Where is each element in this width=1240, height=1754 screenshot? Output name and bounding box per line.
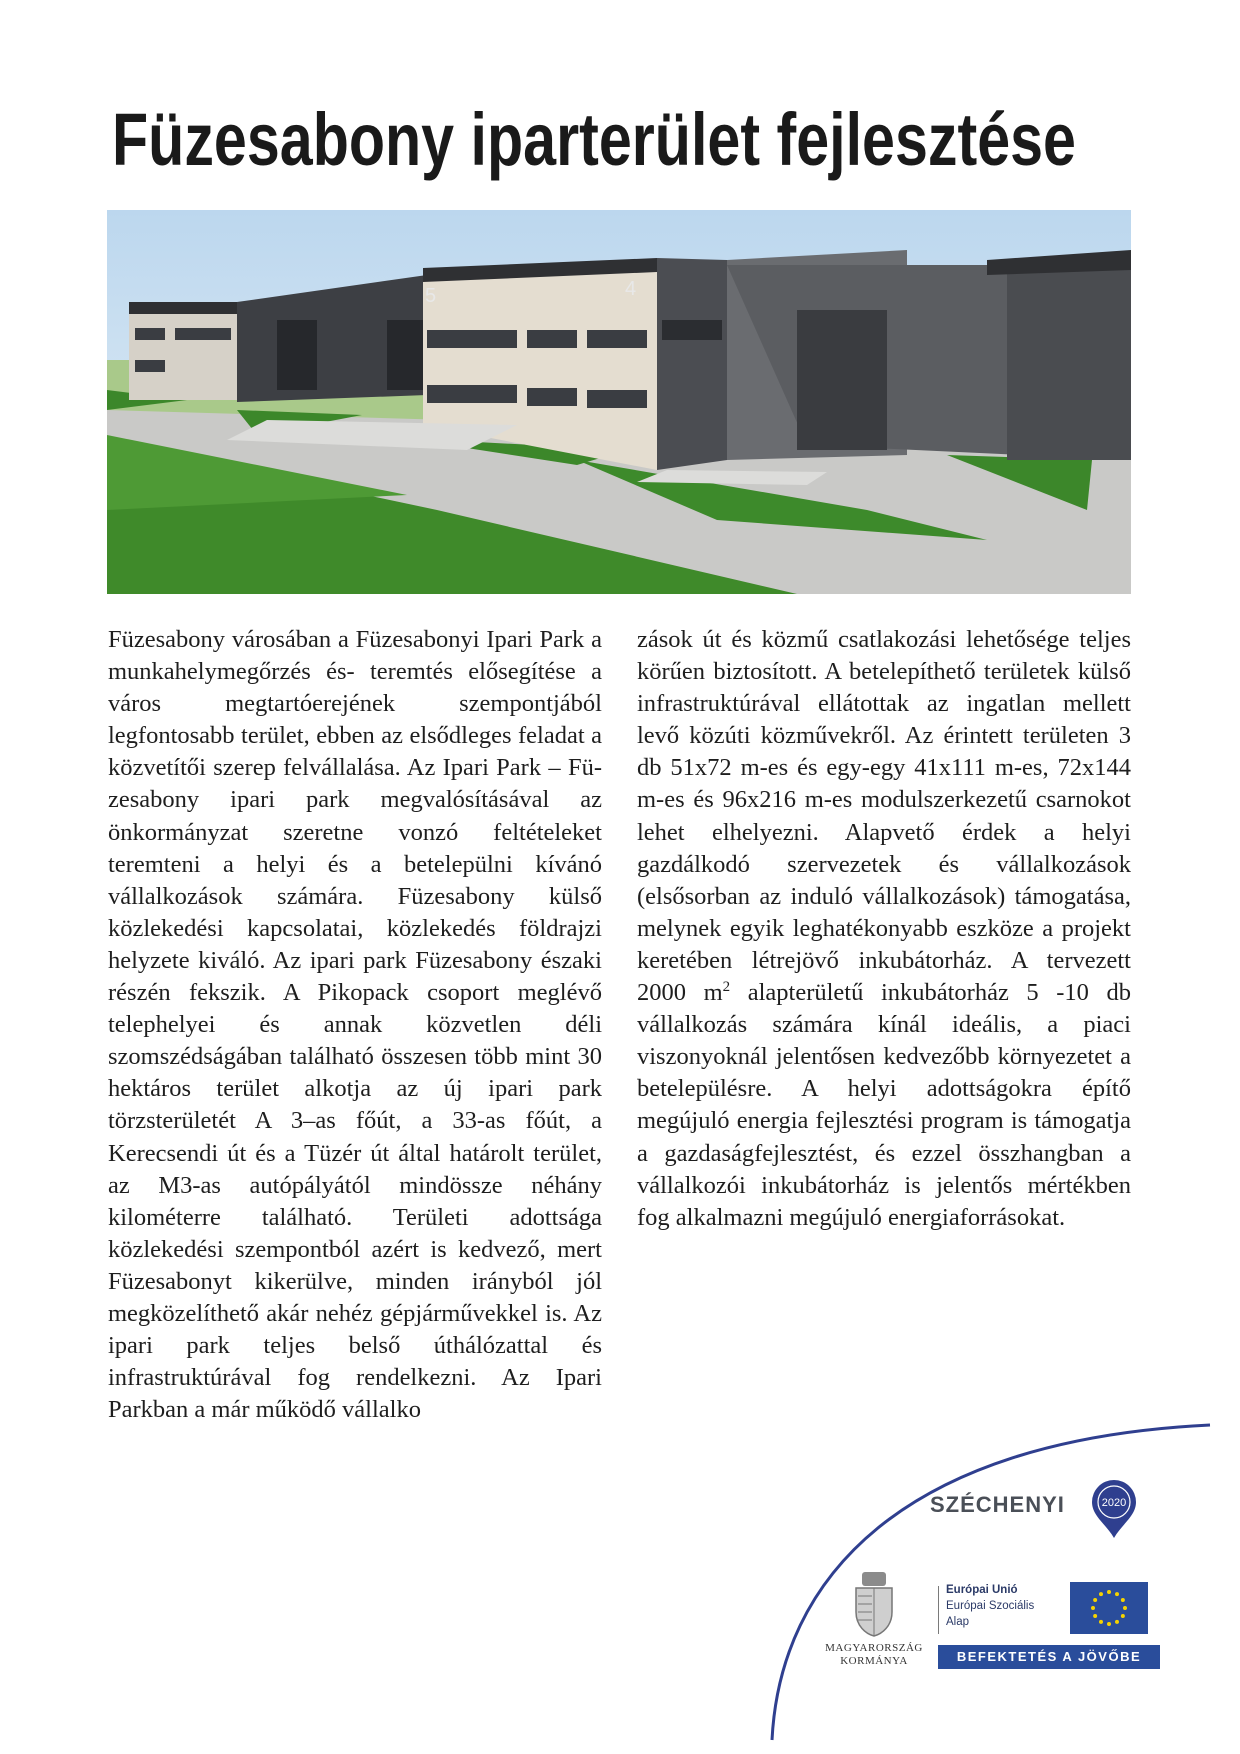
building-number-4: 4 [625,278,637,300]
szechenyi-pin-icon [1088,1478,1140,1540]
building-illustration [107,210,1131,594]
industrial-park-rendering [107,210,1131,594]
eu-fund-logo [938,1582,1160,1654]
eu-star [1099,1592,1103,1596]
superscript-2: 2 [722,979,731,996]
article-text-right [637,624,1131,1234]
eu-line-1: Európai Unió [946,1584,1018,1596]
article-text-left: Füzesabony városában a Füzesabonyi Ipari Park a munkahelymegőrzés és- teremtés elősegítése a város megtartóerejének szempontjából legfontosabb terület, ebben az elsődleges feladat a közvetítői szerep felvállalása. Az Ipari Park – Füzesabony ipari park megvalósításával az önkormányzat szeretne vonzó feltételeket teremteni a helyi és a betelepülni kívánó vállalkozások számára. Füzesabony külső közlekedési kapcsolatai, közlekedés földrajzi helyzete kiváló. Az ipari park Füzesabony északi részén fekszik. A Pikopack csoport meglévő telephelyei és annak közvetlen déli szomszédságában található összesen több mint 30 hektáros terület alkotja az új ipari park törzsterületét A 3–as főút, a 33-as főút, a Kerecsendi út és a Tüzér út által határolt terület, az M3-as autópályától mindössze néhány kilométerre található. Területi adottsága közlekedési szempontból azért is kedvező, mert Füzesabonyt kikerülve, minden irányból jól megközelíthető akár nehéz gépjárművekkel is. Az ipari park teljes belső úthálózattal és infrastruktúrával fog rendelkezni. Az Ipari Parkban a már működő vállalko [108,626,602,1424]
eu-line-3: Alap [946,1616,970,1628]
eu-line-2: Európai Szociális [946,1600,1035,1612]
eu-star [1123,1606,1127,1610]
article-column-right [637,624,1131,1234]
eu-divider [938,1586,939,1634]
eu-slogan-banner: BEFEKTETÉS A JÖVŐBE [938,1645,1160,1669]
page-title: Füzesabony iparterület fejlesztése [112,98,1076,181]
eu-star [1093,1598,1097,1602]
eu-star [1091,1606,1095,1610]
article-text-right-a: zások út és közmű csatlakozási lehetősége teljes körűen biztosított. A betelepíthető területek külső infrastruktúrával ellátottak az ingatlan mellett levő közúti közművekről. Az érintett területen 3 db 51x72 m-es és egy-egy 41x111 m-es, 72x144 m-es és 96x216 m-es modulszerkezetű csarnokot lehet elhelyezni. Alapvető érdek a helyi gazdálkodó szervezetek és vállalkozások (elsősorban az induló vállalkozások) támogatása, melynek egyik leghatékonyabb eszköze a projekt keretében létrejövő inkubátorház. A tervezett 2000 m [637,626,1131,1007]
eu-star [1099,1620,1103,1624]
szechenyi-year: 2020 [1101,1497,1127,1509]
kormany-line-2: KORMÁNYA [840,1655,908,1667]
eu-star [1121,1598,1125,1602]
article-text-right-b: alapterületű inkubátorház 5 -10 db vállalkozás számára kínál ideális, a piaci viszonyoknál jelentősen kedvezőbb környezetet a betelepülésre. A helyi adottságokra építő megújuló energia fejlesztési program is támogatja a gazdaságfejlesztést, és ezzel összhangban a vállalkozói inkubátorház is jelentős mértékben fog alkalmazni megújuló energiaforrásokat. [637,979,1131,1231]
eu-star [1115,1592,1119,1596]
eu-star [1093,1614,1097,1618]
kormany-line-1: MAGYARORSZÁG [825,1642,923,1654]
szechenyi-logo-text: SZÉCHENYI [930,1492,1065,1517]
eu-star [1115,1620,1119,1624]
coat-of-arms-icon [852,1572,896,1638]
eu-star [1107,1622,1111,1626]
building-number-5: 5 [425,285,437,307]
eu-star [1107,1590,1111,1594]
hungarian-government-logo [816,1572,932,1702]
article-column-left [108,624,602,1426]
eu-star [1121,1614,1125,1618]
eu-flag-icon [1070,1582,1148,1634]
